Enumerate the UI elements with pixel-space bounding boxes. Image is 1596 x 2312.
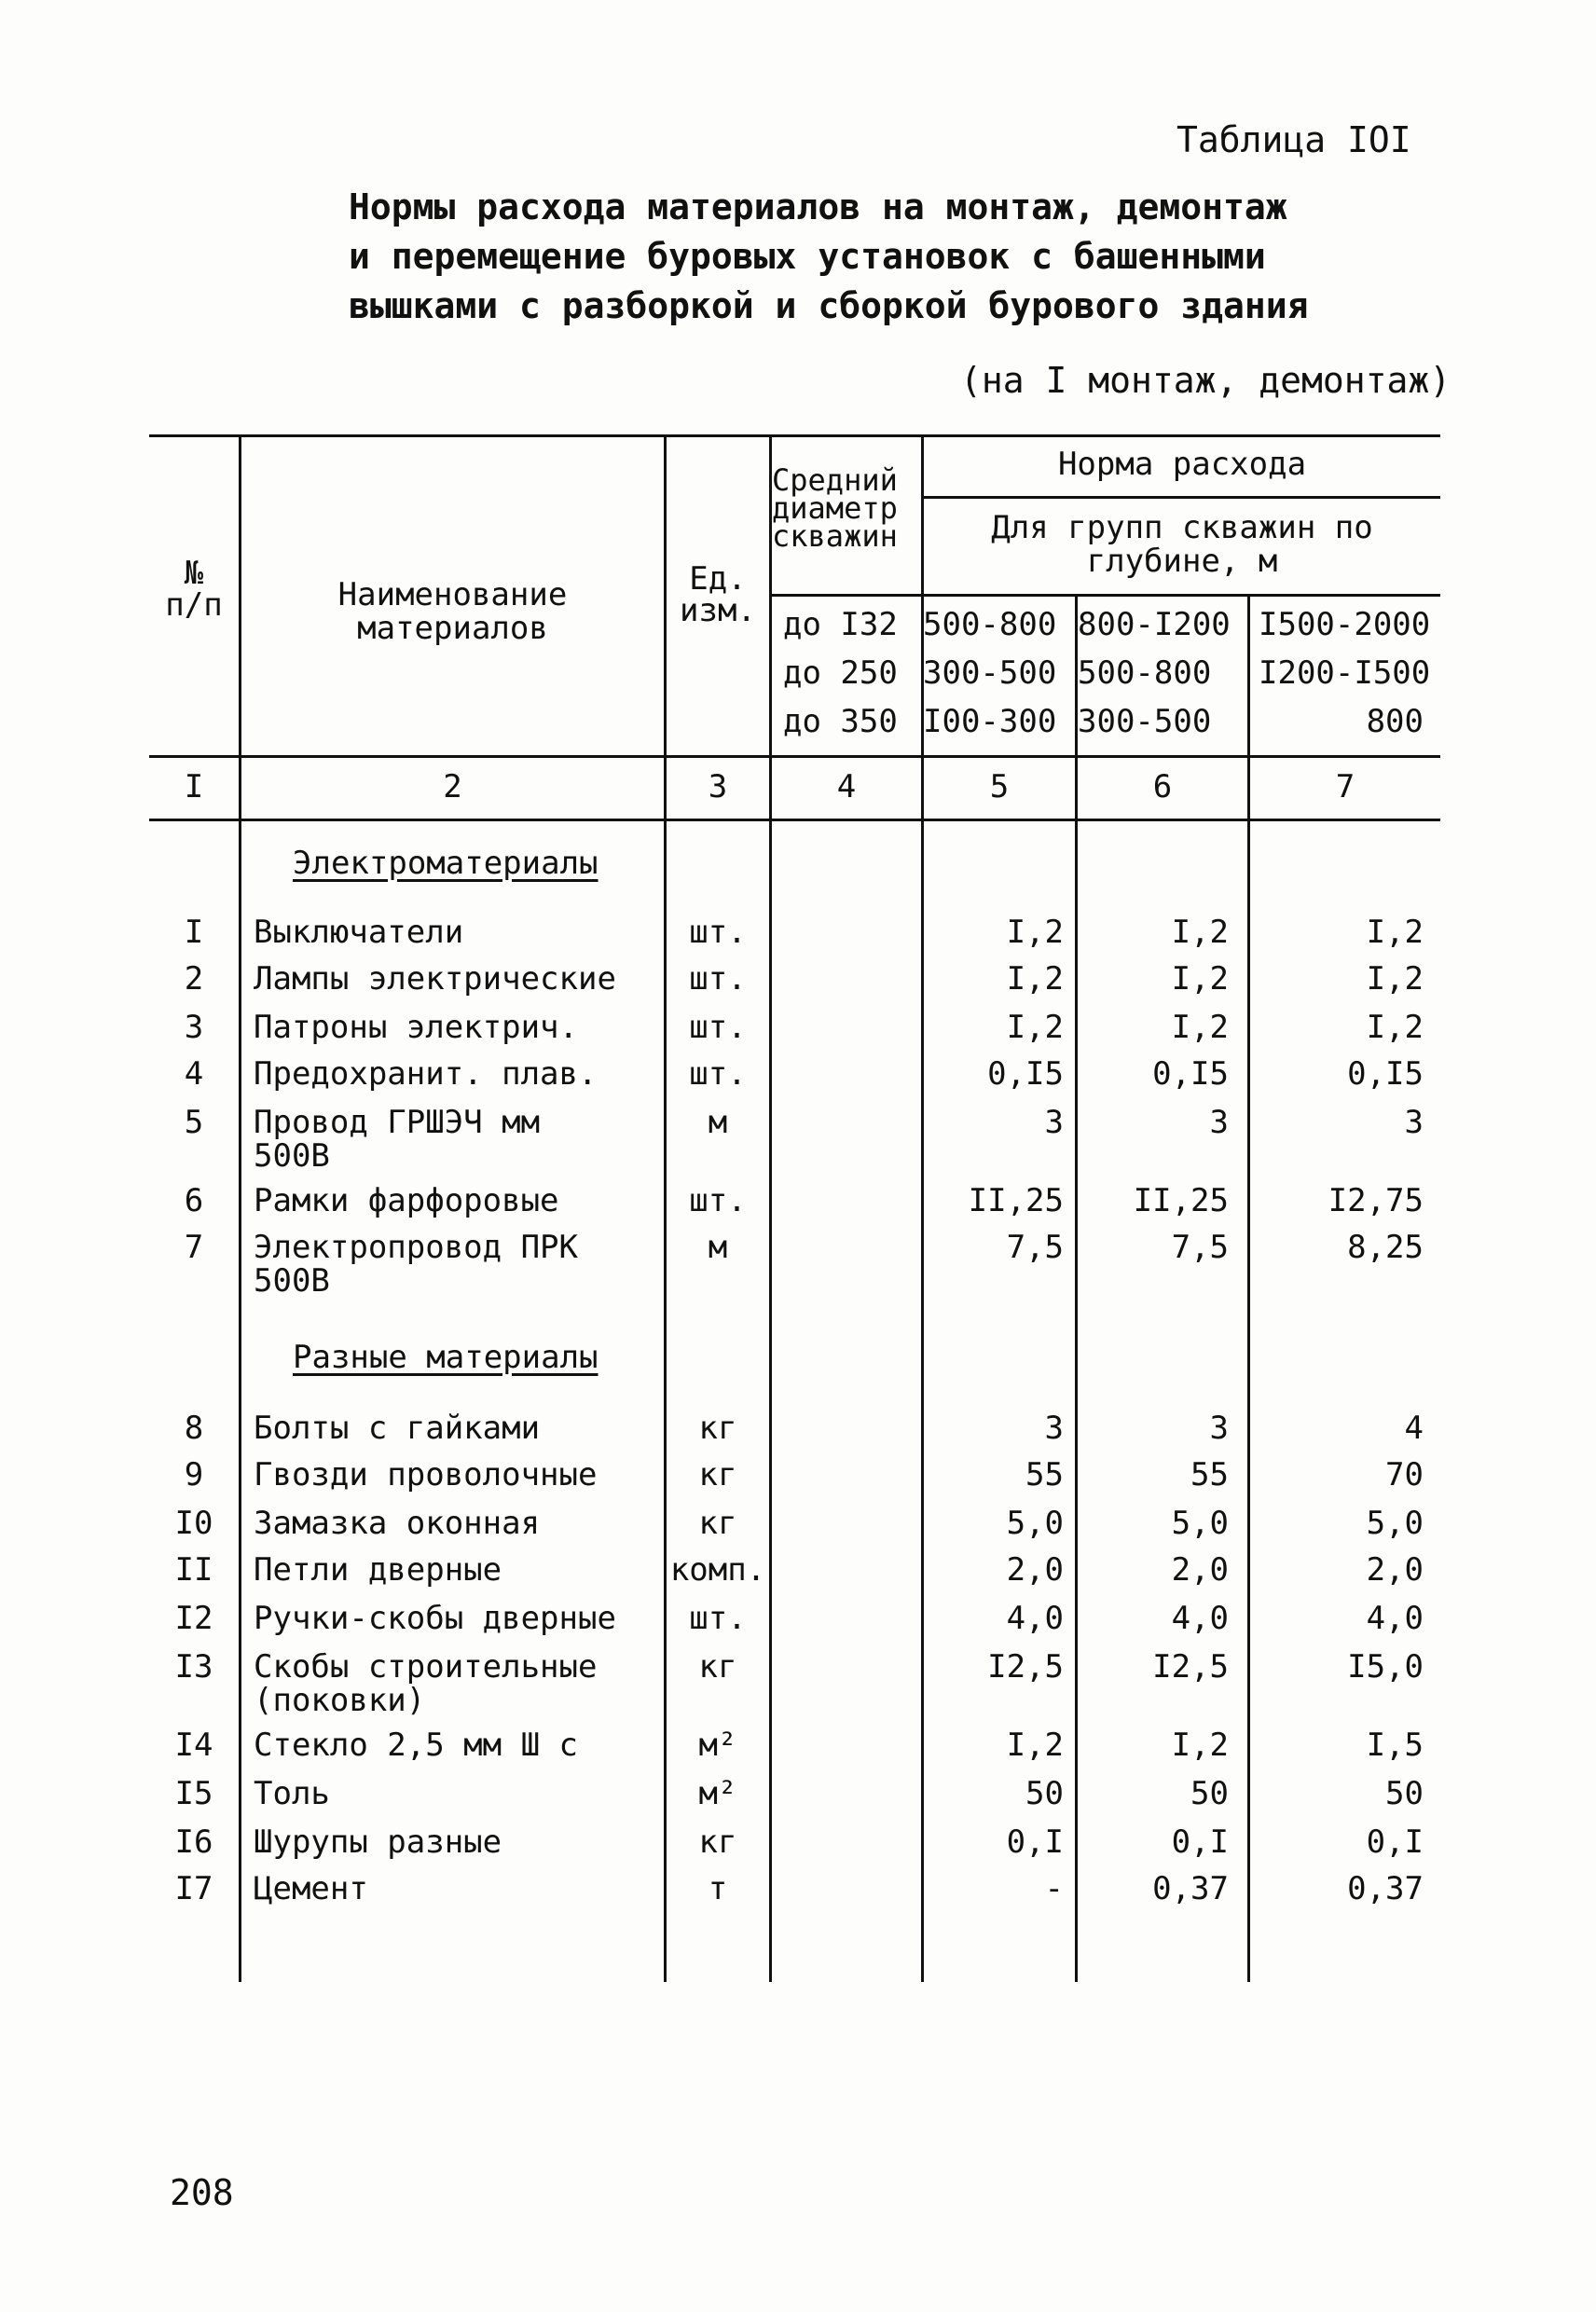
- title-line-3: вышками с разборкой и сборкой бурового здания: [349, 285, 1309, 326]
- cell-c5: I,2: [1006, 960, 1064, 998]
- depth-diam-2: до 250: [783, 654, 898, 692]
- cell-c7: I5,0: [1347, 1648, 1424, 1686]
- cell-unit: кг: [698, 1456, 737, 1493]
- depth-g3-2: I200-I500: [1259, 654, 1431, 692]
- cell-n: II: [174, 1551, 213, 1589]
- cell-c7: 50: [1385, 1775, 1424, 1812]
- cell-c7: I,5: [1366, 1727, 1424, 1764]
- cell-name: Цемент: [254, 1870, 368, 1907]
- cell-name: Петли дверные: [254, 1551, 502, 1589]
- cell-c6: 4,0: [1171, 1600, 1229, 1637]
- depth-g1-3: I00-300: [923, 703, 1057, 740]
- depth-g2-1: 800-I200: [1078, 606, 1231, 643]
- cell-c5: 0,I5: [987, 1055, 1064, 1093]
- cell-c6: I,2: [1171, 914, 1229, 951]
- title-line-1: Нормы расхода материалов на монтаж, демонтаж: [349, 186, 1287, 227]
- cell-name: Лампы электрические: [254, 960, 616, 998]
- section-title-electro: Электроматериалы: [293, 845, 598, 882]
- cell-c6: I,2: [1171, 1727, 1229, 1764]
- header-name-line1: Наименование: [337, 576, 568, 613]
- colnum-6: 6: [1152, 768, 1173, 805]
- cell-c5: 5,0: [1006, 1505, 1064, 1542]
- colnum-7: 7: [1335, 768, 1355, 805]
- cell-c5: 3: [1044, 1410, 1064, 1447]
- cell-c6: 50: [1190, 1775, 1229, 1812]
- cell-name: Предохранит. плав.: [254, 1055, 598, 1093]
- cell-name: Скобы строительные: [254, 1648, 598, 1686]
- cell-n: 7: [184, 1229, 204, 1266]
- cell-c5: 2,0: [1006, 1551, 1064, 1589]
- cell-name: Патроны электрич.: [254, 1009, 578, 1046]
- cell-unit: шт.: [689, 960, 747, 998]
- header-norm: Норма расхода: [1057, 446, 1307, 483]
- cell-n: 6: [184, 1182, 204, 1219]
- header-groups: [924, 511, 1440, 578]
- header-num-line2: п/п: [165, 586, 223, 624]
- vline-3: [769, 434, 772, 1982]
- cell-name-continued: 500В: [254, 1137, 330, 1175]
- cell-name: Гвозди проволочные: [254, 1456, 598, 1493]
- header-diam-line3: скважин: [772, 518, 898, 554]
- header-diam-line1: Средний: [772, 462, 898, 498]
- cell-name-continued: (поковки): [254, 1682, 426, 1719]
- colnum-3: 3: [708, 768, 728, 805]
- cell-n: I2: [174, 1600, 213, 1637]
- header-groups-line1: Для групп скважин по: [991, 509, 1373, 546]
- cell-c5: I2,5: [987, 1648, 1064, 1686]
- title-line-2: и перемещение буровых установок с башенными: [349, 236, 1266, 277]
- cell-c6: I2,5: [1152, 1648, 1229, 1686]
- depth-g2-2: 500-800: [1078, 654, 1212, 692]
- depth-g1-2: 300-500: [923, 654, 1057, 692]
- cell-unit: м²: [698, 1727, 737, 1764]
- vline-1: [239, 434, 241, 1982]
- cell-name: Стекло 2,5 мм Ш с: [254, 1727, 578, 1764]
- cell-c7: 0,37: [1347, 1870, 1424, 1907]
- cell-n: 4: [184, 1055, 204, 1093]
- cell-c5: -: [1044, 1870, 1064, 1907]
- cell-n: I6: [174, 1823, 213, 1861]
- cell-name: Электропровод ПРК: [254, 1229, 578, 1266]
- cell-name: Выключатели: [254, 914, 464, 951]
- cell-c6: 7,5: [1171, 1229, 1229, 1266]
- cell-n: I3: [174, 1648, 213, 1686]
- cell-name: Ручки-скобы дверные: [254, 1600, 616, 1637]
- cell-name: Замазка оконная: [254, 1505, 541, 1542]
- cell-c6: I,2: [1171, 1009, 1229, 1046]
- rule-top: [149, 434, 1440, 437]
- cell-c7: 5,0: [1366, 1505, 1424, 1542]
- cell-n: 5: [184, 1104, 204, 1141]
- colnum-4: 4: [836, 768, 857, 805]
- cell-unit: м²: [698, 1775, 737, 1812]
- cell-unit: шт.: [689, 1009, 747, 1046]
- subtitle: (на I монтаж, демонтаж): [960, 360, 1452, 401]
- header-num-line1: №: [184, 555, 204, 592]
- cell-c7: 70: [1385, 1456, 1424, 1493]
- header-name: [241, 578, 664, 645]
- cell-n: I7: [174, 1870, 213, 1907]
- cell-c5: 55: [1025, 1456, 1064, 1493]
- rule-norm: [921, 496, 1440, 499]
- cell-c5: 50: [1025, 1775, 1064, 1812]
- cell-c5: 4,0: [1006, 1600, 1064, 1637]
- depth-diam-1: до I32: [783, 606, 898, 643]
- cell-name: Шурупы разные: [254, 1823, 502, 1861]
- header-unit-line1: Ед.: [689, 560, 747, 598]
- cell-unit: кг: [698, 1505, 737, 1542]
- cell-c7: I,2: [1366, 960, 1424, 998]
- cell-c7: 2,0: [1366, 1551, 1424, 1589]
- cell-c5: II,25: [968, 1182, 1064, 1219]
- cell-c5: 0,I: [1006, 1823, 1064, 1861]
- cell-c5: I,2: [1006, 1009, 1064, 1046]
- cell-unit: шт.: [689, 1055, 747, 1093]
- cell-c7: 0,I5: [1347, 1055, 1424, 1093]
- cell-unit: комп.: [669, 1551, 766, 1589]
- cell-unit: кг: [698, 1410, 737, 1447]
- depth-g3-1: I500-2000: [1259, 606, 1431, 643]
- depth-g2-3: 300-500: [1078, 703, 1212, 740]
- cell-n: 9: [184, 1456, 204, 1493]
- cell-n: I0: [174, 1505, 213, 1542]
- cell-c6: 5,0: [1171, 1505, 1229, 1542]
- header-groups-line2: глубине, м: [1086, 543, 1278, 580]
- header-num: [149, 555, 239, 624]
- header-name-line2: материалов: [357, 610, 548, 647]
- cell-unit: кг: [698, 1648, 737, 1686]
- cell-c7: 0,I: [1366, 1823, 1424, 1861]
- cell-c5: I,2: [1006, 1727, 1064, 1764]
- cell-n: 2: [184, 960, 204, 998]
- cell-name: Рамки фарфоровые: [254, 1182, 559, 1219]
- depth-g1-1: 500-800: [923, 606, 1057, 643]
- table-label: Таблица IOI: [1176, 119, 1411, 160]
- colnum-1: I: [184, 768, 204, 805]
- cell-n: I: [184, 914, 204, 951]
- cell-c5: 3: [1044, 1104, 1064, 1141]
- cell-name: Болты с гайками: [254, 1410, 541, 1447]
- depth-g3-3: 800: [1366, 703, 1424, 740]
- cell-name: Толь: [254, 1775, 330, 1812]
- rule-groups: [769, 594, 1440, 597]
- cell-c7: I,2: [1366, 1009, 1424, 1046]
- cell-c7: 4: [1404, 1410, 1424, 1447]
- colnum-5: 5: [989, 768, 1010, 805]
- page-number: 208: [170, 2172, 234, 2213]
- section-title-misc: Разные материалы: [293, 1339, 598, 1376]
- cell-c7: I,2: [1366, 914, 1424, 951]
- cell-unit: шт.: [689, 1182, 747, 1219]
- cell-n: I5: [174, 1775, 213, 1812]
- cell-unit: шт.: [689, 1600, 747, 1637]
- cell-c7: 4,0: [1366, 1600, 1424, 1637]
- cell-c6: 0,I: [1171, 1823, 1229, 1861]
- cell-c6: 0,37: [1152, 1870, 1229, 1907]
- cell-c7: I2,75: [1328, 1182, 1424, 1219]
- cell-c6: 0,I5: [1152, 1055, 1229, 1093]
- cell-unit: т: [708, 1870, 728, 1907]
- header-diam: [772, 462, 898, 554]
- cell-c7: 3: [1404, 1104, 1424, 1141]
- cell-c6: 3: [1209, 1104, 1229, 1141]
- colnum-2: 2: [443, 768, 462, 805]
- cell-unit: кг: [698, 1823, 737, 1861]
- cell-name: Провод ГРШЭЧ мм: [254, 1104, 541, 1141]
- header-unit-line2: изм.: [680, 592, 756, 629]
- header-unit: [667, 560, 769, 629]
- cell-n: I4: [174, 1727, 213, 1764]
- header-diam-line2: диаметр: [772, 490, 898, 526]
- cell-name-continued: 500В: [254, 1262, 330, 1300]
- cell-n: 3: [184, 1009, 204, 1046]
- cell-c6: 3: [1209, 1410, 1229, 1447]
- cell-unit: м: [708, 1229, 728, 1266]
- depth-diam-3: до 350: [783, 703, 898, 740]
- cell-c6: II,25: [1133, 1182, 1229, 1219]
- cell-c6: 55: [1190, 1456, 1229, 1493]
- cell-c5: 7,5: [1006, 1229, 1064, 1266]
- cell-c6: 2,0: [1171, 1551, 1229, 1589]
- cell-unit: м: [708, 1104, 728, 1141]
- cell-c7: 8,25: [1347, 1229, 1424, 1266]
- cell-n: 8: [184, 1410, 204, 1447]
- cell-unit: шт.: [689, 914, 747, 951]
- cell-c5: I,2: [1006, 914, 1064, 951]
- cell-c6: I,2: [1171, 960, 1229, 998]
